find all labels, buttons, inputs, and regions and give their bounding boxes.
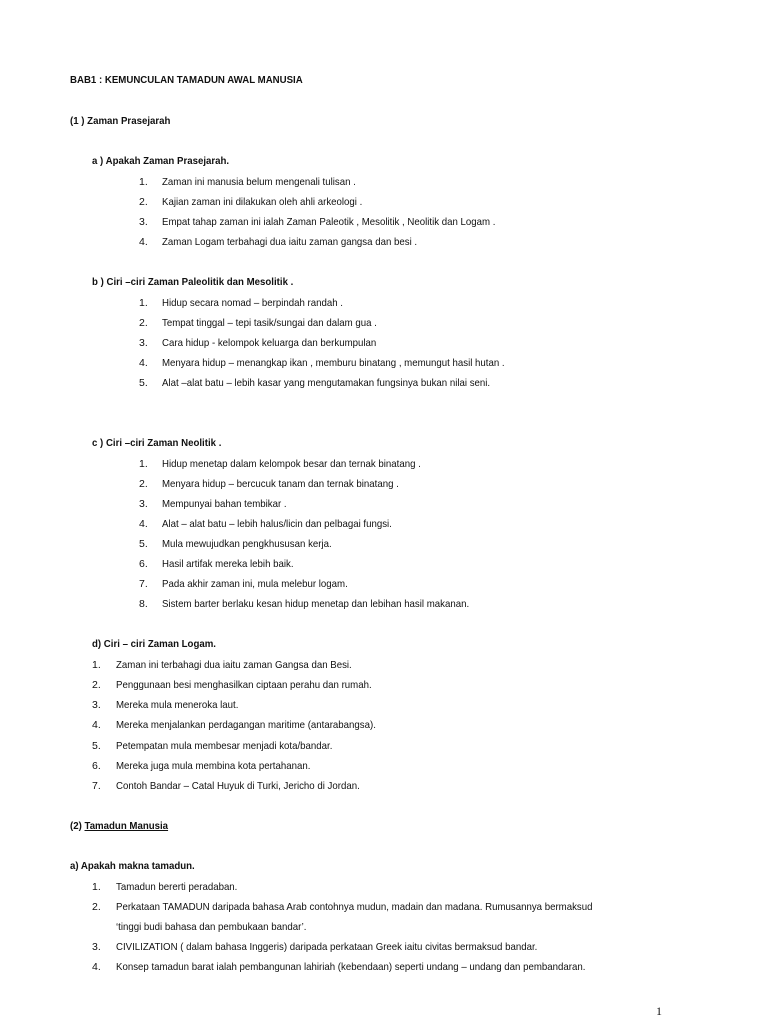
- list-item: Zaman ini terbahagi dua iaitu zaman Gangsa dan Besi.: [116, 659, 352, 671]
- list-number: 5.: [139, 538, 148, 550]
- list-item: Hasil artifak mereka lebih baik.: [162, 558, 294, 570]
- list-item: Sistem barter berlaku kesan hidup menetap dan lebihan hasil makanan.: [162, 598, 470, 610]
- list-item: Empat tahap zaman ini ialah Zaman Paleotik , Mesolitik , Neolitik dan Logam .: [162, 216, 496, 228]
- list-number: 1.: [139, 176, 148, 188]
- list-number: 1.: [139, 458, 148, 470]
- list-item: Alat – alat batu – lebih halus/licin dan pelbagai fungsi.: [162, 518, 392, 530]
- list-item: Petempatan mula membesar menjadi kota/bandar.: [116, 740, 333, 752]
- list-item: Zaman Logam terbahagi dua iaitu zaman gangsa dan besi .: [162, 236, 418, 248]
- list-number: 3.: [139, 337, 148, 349]
- list-item: Cara hidup - kelompok keluarga dan berkumpulan: [162, 337, 377, 349]
- list-item: Zaman ini manusia belum mengenali tulisan .: [162, 176, 356, 188]
- list-number: 1.: [139, 297, 148, 309]
- list-number: 8.: [139, 598, 148, 610]
- list-number: 4.: [92, 719, 101, 731]
- list-item: Menyara hidup – menangkap ikan , memburu binatang , memungut hasil hutan .: [162, 357, 505, 369]
- list-number: 1.: [92, 881, 101, 893]
- section-2-number: (2): [70, 820, 82, 832]
- section-2-heading: [70, 819, 168, 833]
- section-1-heading: (1 ) Zaman Prasejarah: [70, 115, 171, 127]
- section-2-title: Tamadun Manusia: [84, 820, 169, 832]
- list-number: 6.: [139, 558, 148, 570]
- list-item: Tempat tinggal – tepi tasik/sungai dan dalam gua .: [162, 317, 377, 329]
- list-item-continuation: ‘tinggi budi bahasa dan pembukaan bandar’.: [116, 921, 307, 933]
- list-number: 3.: [92, 941, 101, 953]
- list-number: 2.: [92, 679, 101, 691]
- list-item: Mula mewujudkan pengkhususan kerja.: [162, 538, 332, 550]
- list-item: CIVILIZATION ( dalam bahasa Inggeris) daripada perkataan Greek iaitu civitas bermaksud bandar.: [116, 941, 538, 953]
- list-item: Perkataan TAMADUN daripada bahasa Arab contohnya mudun, madain dan madana. Rumusannya bermaksud: [116, 901, 593, 913]
- list-number: 3.: [92, 699, 101, 711]
- list-number: 2.: [139, 317, 148, 329]
- subsection-2a-heading: a) Apakah makna tamadun.: [70, 860, 195, 872]
- subsection-1b-heading: b ) Ciri –ciri Zaman Paleolitik dan Mesolitik .: [92, 276, 294, 288]
- list-item: Konsep tamadun barat ialah pembangunan lahiriah (kebendaan) seperti undang – undang dan pembandaran.: [116, 961, 586, 973]
- list-item: Mereka mula meneroka laut.: [116, 699, 239, 711]
- list-number: 4.: [139, 357, 148, 369]
- list-number: 2.: [139, 478, 148, 490]
- list-item: Tamadun bererti peradaban.: [116, 881, 238, 893]
- list-number: 5.: [139, 377, 148, 389]
- document-title: BAB1 : KEMUNCULAN TAMADUN AWAL MANUSIA: [70, 74, 303, 86]
- page-number: 1: [656, 1004, 662, 1018]
- list-item: Menyara hidup – bercucuk tanam dan ternak binatang .: [162, 478, 399, 490]
- list-number: 4.: [139, 518, 148, 530]
- subsection-1c-heading: c ) Ciri –ciri Zaman Neolitik .: [92, 437, 222, 449]
- list-number: 7.: [92, 780, 101, 792]
- list-item: Penggunaan besi menghasilkan ciptaan perahu dan rumah.: [116, 679, 372, 691]
- list-item: Kajian zaman ini dilakukan oleh ahli arkeologi .: [162, 196, 363, 208]
- list-number: 5.: [92, 740, 101, 752]
- list-item: Alat –alat batu – lebih kasar yang mengutamakan fungsinya bukan nilai seni.: [162, 377, 491, 389]
- list-number: 3.: [139, 498, 148, 510]
- list-item: Contoh Bandar – Catal Huyuk di Turki, Jericho di Jordan.: [116, 780, 360, 792]
- list-item: Mereka juga mula membina kota pertahanan.: [116, 760, 311, 772]
- list-number: 4.: [92, 961, 101, 973]
- list-item: Hidup menetap dalam kelompok besar dan ternak binatang .: [162, 458, 421, 470]
- subsection-1d-heading: d) Ciri – ciri Zaman Logam.: [92, 638, 216, 650]
- list-item: Hidup secara nomad – berpindah randah .: [162, 297, 343, 309]
- list-number: 1.: [92, 659, 101, 671]
- list-number: 2.: [139, 196, 148, 208]
- list-number: 6.: [92, 760, 101, 772]
- list-number: 3.: [139, 216, 148, 228]
- list-number: 4.: [139, 236, 148, 248]
- list-item: Mempunyai bahan tembikar .: [162, 498, 287, 510]
- list-number: 7.: [139, 578, 148, 590]
- list-item: Pada akhir zaman ini, mula melebur logam.: [162, 578, 348, 590]
- list-number: 2.: [92, 901, 101, 913]
- list-item: Mereka menjalankan perdagangan maritime (antarabangsa).: [116, 719, 376, 731]
- subsection-1a-heading: a ) Apakah Zaman Prasejarah.: [92, 155, 230, 167]
